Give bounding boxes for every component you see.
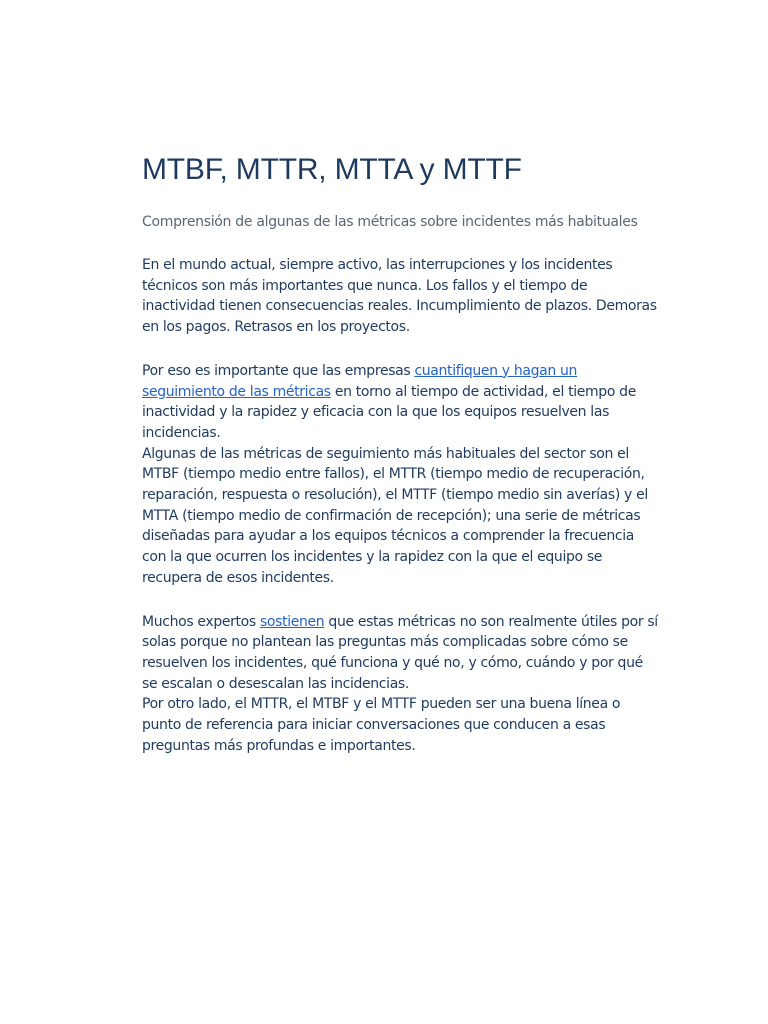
conclusion-paragraph: Por otro lado, el MTTR, el MTBF y el MTTF pueden ser una buena línea o punto de referencia para iniciar conversaciones que conducen a esas preguntas más profundas e importantes. (142, 696, 621, 754)
intro-paragraph: En el mundo actual, siempre activo, las interrupciones y los incidentes técnicos son más importantes que nunca. Los fallos y el tiempo de inactividad tienen consecuencias reales. Incumplimiento de plazos. Demoras en los pagos. Retrasos en los proyectos. (142, 257, 657, 336)
metrics-tracking-link[interactable]: cuantifiquen y hagan un seguimiento de las métricas (142, 362, 578, 400)
page-title: MTBF, MTTR, MTTA y MTTF (142, 153, 522, 186)
paragraph-text: Muchos expertos (142, 613, 260, 630)
document-page (142, 150, 662, 756)
paragraph-text: en torno al tiempo de actividad, el tiempo de inactividad y la rapidez y eficacia con la que los equipos resuelven las incidencias. (142, 383, 636, 441)
metrics-definitions-paragraph: Algunas de las métricas de seguimiento más habituales del sector son el MTBF (tiempo medio entre fallos), el MTTR (tiempo medio de recuperación, reparación, respuesta o resolución), el MTTF (tiempo medio sin averías) y el MTTA (tiempo medio de confirmación de recepción); una serie de métricas diseñadas para ayudar a los equipos técnicos a comprender la frecuencia con la que ocurren los incidentes y la rapidez con la que el equipo se recupera de esos incidentes. (142, 445, 648, 586)
paragraph-text: que estas métricas no son realmente útiles por sí solas porque no plantean las preguntas más complicadas sobre cómo se resuelven los incidentes, qué funciona y qué no, y cómo, cuándo y por qué se escalan o desescalan las incidencias. (142, 613, 658, 692)
metrics-importance-paragraph (142, 361, 662, 444)
paragraph-text: Por eso es importante que las empresas (142, 362, 415, 379)
experts-source-link[interactable]: sostienen (259, 613, 325, 630)
page-subtitle: Comprensión de algunas de las métricas sobre incidentes más habituales (142, 214, 638, 230)
experts-paragraph (142, 612, 662, 695)
